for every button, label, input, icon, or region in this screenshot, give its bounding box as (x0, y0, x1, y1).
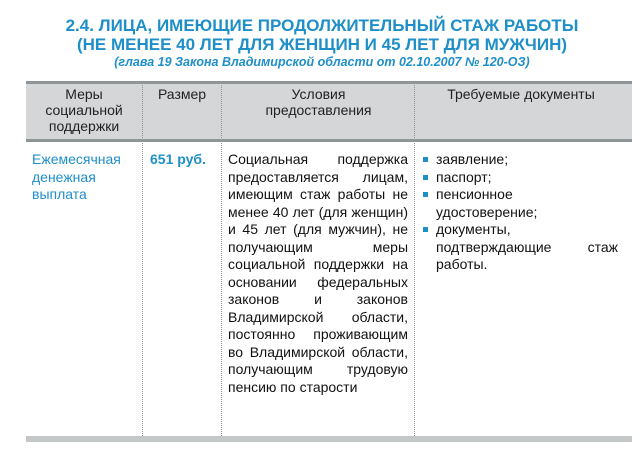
list-item-text: пенсионное удостоверение; (436, 186, 538, 220)
cell-conditions: Социальная поддержка предоставляется лицам, имеющим стаж работы не менее 40 лет (для женщин) и 45 лет (для мужчин), не получающим меры социальной поддержки на основании федеральных законов и законов Владимирской области, постоянно проживающим во Владимирской области, получающим трудовую пенсию по старости (228, 151, 408, 395)
table-top-rule (26, 81, 632, 84)
column-divider (414, 81, 415, 436)
column-divider (142, 81, 143, 436)
documents-list (422, 151, 618, 274)
list-item-text: заявление; (436, 151, 509, 167)
list-item-text: паспорт; (436, 168, 492, 185)
cell-measure: Ежемесячная денежная выплата (32, 151, 121, 202)
column-header-documents: Требуемые документы (447, 86, 595, 102)
cell-amount: 651 руб. (150, 151, 206, 167)
list-item-text: документы, подтверждающие стаж работы. (436, 221, 618, 272)
column-header-amount: Размер (157, 86, 207, 102)
square-bullet-icon (423, 157, 428, 162)
list-item (422, 186, 618, 221)
page-title-line-2: (НЕ МЕНЕЕ 40 ЛЕТ ДЛЯ ЖЕНЩИН И 45 ЛЕТ ДЛЯ МУЖЧИН) (76, 35, 568, 54)
list-item (422, 151, 618, 169)
page-subtitle: (глава 19 Закона Владимирской области от 02.10.2007 № 120-ОЗ) (114, 55, 530, 69)
page-title-line-1: 2.4. ЛИЦА, ИМЕЮЩИЕ ПРОДОЛЖИТЕЛЬНЫЙ СТАЖ РАБОТЫ (65, 16, 579, 35)
square-bullet-icon (423, 192, 428, 197)
list-item (422, 221, 618, 274)
table-bottom-rule (26, 436, 632, 442)
page-header (0, 16, 644, 70)
list-item (422, 169, 618, 187)
benefits-table (26, 81, 632, 443)
column-header-measures: Меры социальной поддержки (45, 86, 123, 134)
cell-documents (422, 151, 618, 274)
table-header-rule (26, 139, 632, 142)
column-divider (221, 81, 222, 436)
square-bullet-icon (423, 175, 428, 180)
square-bullet-icon (423, 227, 428, 232)
column-header-conditions: Условия предоставления (265, 86, 372, 118)
